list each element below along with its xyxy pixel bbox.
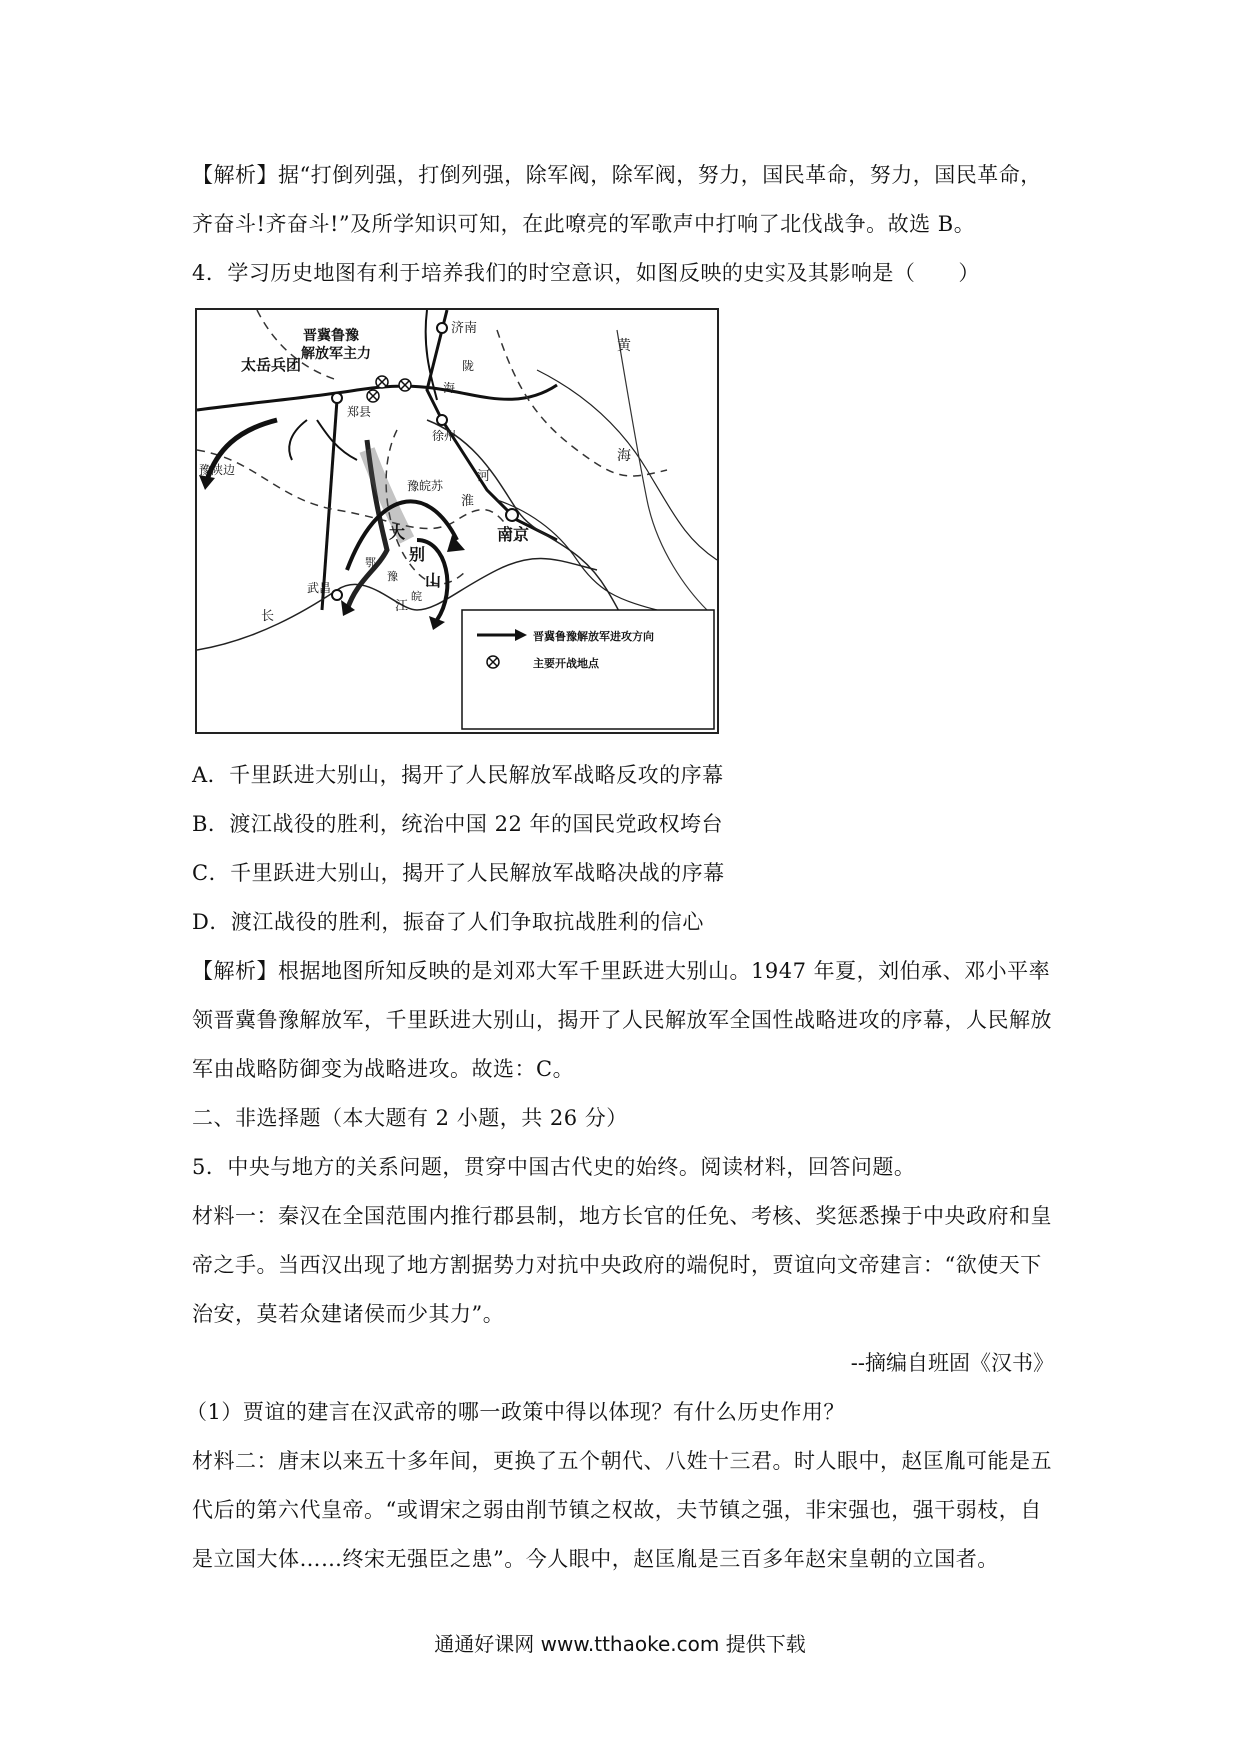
q4-analysis-line: 领晋冀鲁豫解放军，千里跃进大别山，揭开了人民解放军全国性战略进攻的序幕，人民解放 (192, 1008, 1052, 1032)
option-c: C．千里跃进大别山，揭开了人民解放军战略决战的序幕 (192, 861, 725, 885)
page-footer: 通通好课网 www.tthaoke.com 提供下载 (434, 1632, 806, 1656)
material-1-line: 治安，莫若众建诸侯而少其力”。 (192, 1302, 505, 1326)
question-5-stem: 5．中央与地方的关系问题，贯穿中国古代史的始终。阅读材料，回答问题。 (192, 1155, 916, 1179)
option-b: B．渡江战役的胜利，统治中国 22 年的国民党政权垮台 (192, 812, 724, 836)
q4-analysis-line: 【解析】根据地图所知反映的是刘邓大军千里跃进大别山。1947 年夏，刘伯承、邓小平率 (192, 959, 1051, 983)
map-label: 长 (261, 609, 275, 624)
map-label: 南京 (497, 525, 530, 544)
legend-arrow-label: 晋冀鲁豫解放军进攻方向 (533, 630, 654, 643)
question-4-stem: 4．学习历史地图有利于培养我们的时空意识，如图反映的史实及其影响是（ ） (192, 261, 980, 285)
map-label: 别 (409, 545, 426, 564)
map-label: 解放军主力 (301, 346, 371, 362)
map-label: 豫皖苏 (407, 479, 444, 493)
history-map (195, 308, 719, 734)
map-label: 河 (477, 469, 491, 484)
map-label: 山 (425, 571, 442, 590)
map-label: 陇 (462, 359, 475, 373)
map-label: 海 (443, 381, 456, 395)
option-d: D．渡江战役的胜利，振奋了人们争取抗战胜利的信心 (192, 910, 704, 934)
q4-analysis-line: 军由战略防御变为战略进攻。故选：C。 (192, 1057, 575, 1081)
section-heading: 二、非选择题（本大题有 2 小题，共 26 分） (192, 1106, 628, 1130)
map-label: 晋冀鲁豫 (303, 328, 359, 344)
map-label: 鄂 (365, 556, 376, 569)
analysis-text-line: 齐奋斗!齐奋斗!”及所学知识可知，在此嘹亮的军歌声中打响了北伐战争。故选 B。 (192, 212, 976, 236)
map-label: 豫陕边 (199, 463, 236, 477)
map-label: 豫 (387, 570, 398, 583)
map-label: 海 (617, 448, 631, 464)
analysis-text-line: 【解析】据“打倒列强，打倒列强，除军阀，除军阀，努力，国民革命，努力，国民革命， (192, 163, 1042, 187)
map-label: 淮 (461, 494, 475, 509)
map-label: 徐州 (432, 429, 457, 443)
map-label: 济南 (451, 321, 478, 336)
material-2-line: 代后的第六代皇帝。“或谓宋之弱由削节镇之权故，夫节镇之强，非宋强也，强干弱枝，自 (192, 1498, 1042, 1522)
map-legend (462, 610, 714, 729)
option-a: A．千里跃进大别山，揭开了人民解放军战略反攻的序幕 (192, 763, 724, 787)
sub-question-1: （1）贾谊的建言在汉武帝的哪一政策中得以体现？有什么历史作用？ (186, 1400, 845, 1424)
map-label: 大 (389, 523, 406, 542)
map-label: 太岳兵团 (241, 356, 302, 374)
map-drawing (197, 310, 717, 732)
map-label: 黄 (617, 338, 631, 354)
material-1-source: --摘编自班固《汉书》 (850, 1351, 1054, 1375)
map-label: 武昌 (307, 581, 332, 595)
material-1-line: 材料一：秦汉在全国范围内推行郡县制，地方长官的任免、考核、奖惩悉操于中央政府和皇 (192, 1204, 1052, 1228)
map-label: 皖 (411, 590, 422, 603)
material-2-line: 是立国大体……终宋无强臣之患”。今人眼中，赵匡胤是三百多年赵宋皇朝的立国者。 (192, 1547, 999, 1571)
material-2-line: 材料二：唐末以来五十多年间，更换了五个朝代、八姓十三君。时人眼中，赵匡胤可能是五 (192, 1449, 1052, 1473)
legend-battle-label: 主要开战地点 (533, 657, 599, 670)
map-label: 江 (395, 599, 409, 614)
map-label: 郑县 (347, 405, 372, 419)
material-1-line: 帝之手。当西汉出现了地方割据势力对抗中央政府的端倪时，贾谊向文帝建言：“欲使天下 (192, 1253, 1042, 1277)
